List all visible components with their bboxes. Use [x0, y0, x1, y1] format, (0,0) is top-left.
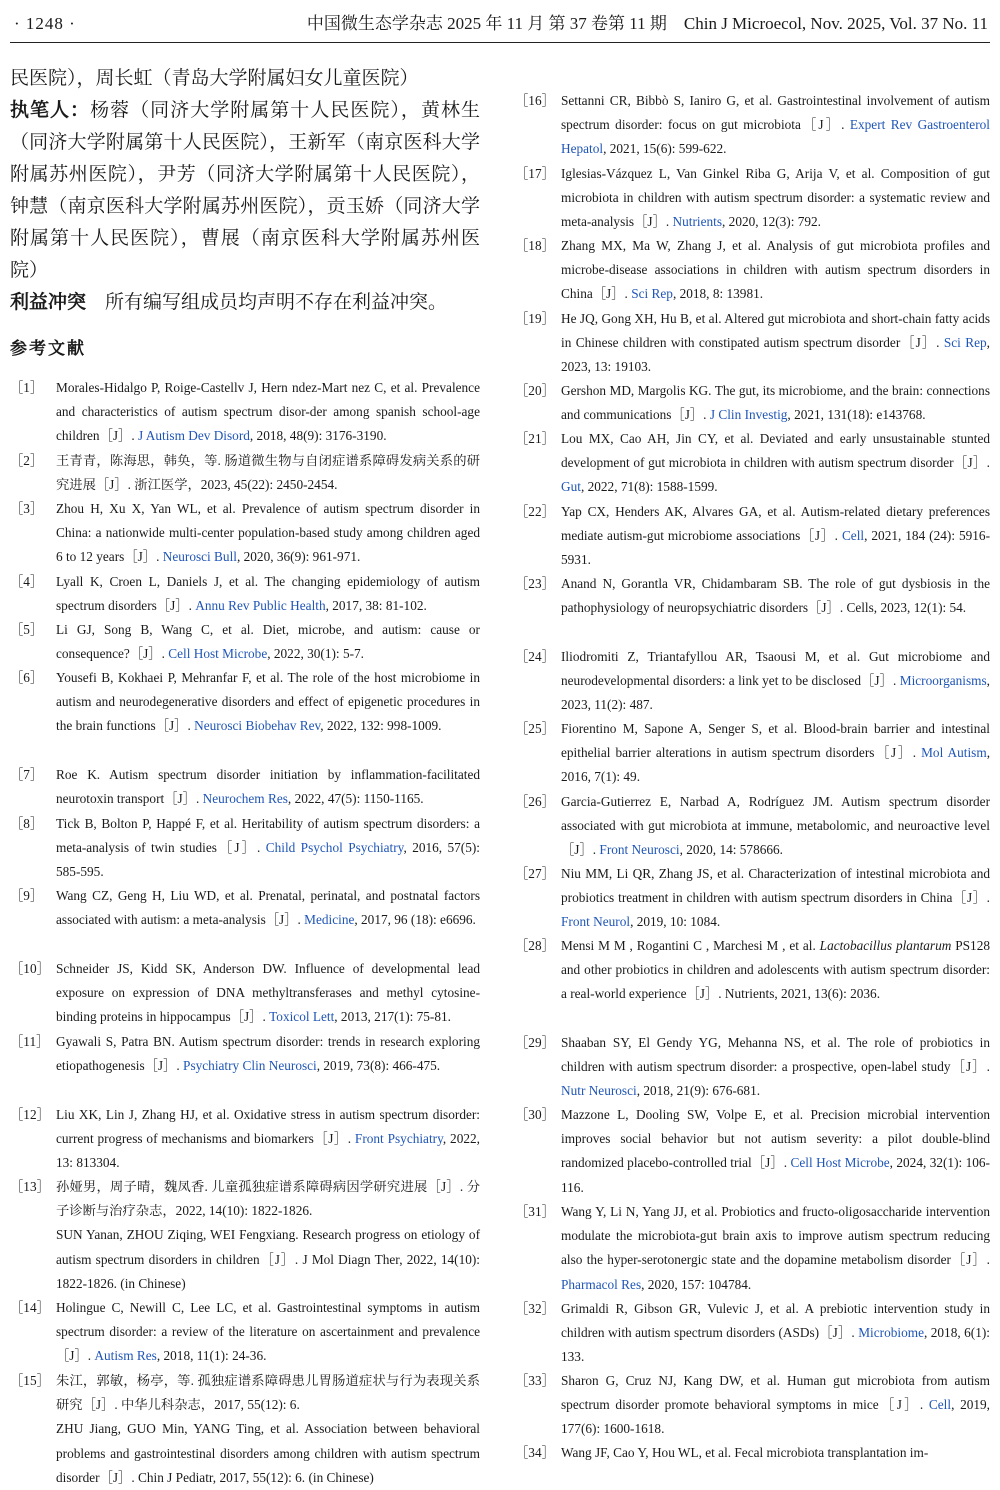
- journal-link[interactable]: Cell: [841, 528, 865, 544]
- reference-text: Li GJ, Song B, Wang C, et al. Diet, microbe, and autism: cause or consequence?［J］. Cell Host Microbe, 2022, 30(1): 5-7.: [56, 622, 480, 662]
- reference-text: Grimaldi R, Gibson GR, Vulevic J, et al. A prebiotic intervention study in children with autism spectrum disorders (ASDs)［J］. Microbiome, 2018, 6(1): 133.: [561, 1301, 990, 1365]
- conflict-of-interest: [10, 287, 480, 319]
- reference-number: ［22］: [515, 504, 555, 519]
- journal-link[interactable]: Cell Host Microbe: [790, 1155, 890, 1171]
- reference-text: Wang CZ, Geng H, Liu WD, et al. Prenatal, perinatal, and postnatal factors associated with autism: a meta-analysis［J］. Medicine, 2017, 96 (18): e6696.: [56, 888, 480, 928]
- journal-link[interactable]: Microbiome: [858, 1325, 924, 1341]
- reference-number: ［14］: [10, 1300, 50, 1315]
- journal-link[interactable]: Front Neurosci: [599, 842, 680, 858]
- reference-number: ［23］: [515, 576, 555, 591]
- reference-number: ［8］: [10, 816, 44, 831]
- reference-item: [515, 1369, 990, 1442]
- journal-link[interactable]: Child Psychol Psychiatry: [265, 840, 404, 856]
- reference-text: 孙娅男，周子晴，魏凤香. 儿童孤独症谱系障碍病因学研究进展［J］. 分子诊断与治疗杂志，2022, 14(10): 1822-1826. SUN Yanan, ZHOU Ziqing, WEI Fengxiang. Research progress on etiology of autism spectrum disorders in children［J］. J Mol Diagn Ther, 2022, 14(10): 1822-1826. (in Chinese): [56, 1175, 480, 1296]
- reference-item: [10, 570, 480, 618]
- reference-text: Schneider JS, Kidd SK, Anderson DW. Influence of developmental lead exposure on expression of DNA methyltransferases and methyl cytosine-binding proteins in hippocampus［J］. Toxicol Lett, 2013, 217(1): 75-81.: [56, 961, 480, 1025]
- journal-link[interactable]: Front Psychiatry: [354, 1131, 443, 1147]
- reference-text: 朱江，郭敏，杨亭，等. 孤独症谱系障碍患儿胃肠道症状与行为表现关系研究［J］. 中华儿科杂志，2017, 55(12): 6. ZHU Jiang, GUO Min, YANG Ting, et al. Association between behavioral problems and gastrointestinal disorders among children with autism spectrum disorder［J］. Chin J Pediatr, 2017, 55(12): 6. (in Chinese): [56, 1369, 480, 1490]
- journal-link[interactable]: Cell: [928, 1397, 952, 1413]
- reference-item: [10, 497, 480, 570]
- reference-number: ［24］: [515, 649, 555, 664]
- reference-number: ［7］: [10, 767, 44, 782]
- journal-link[interactable]: J Autism Dev Disord: [137, 428, 250, 444]
- reference-item: [515, 162, 990, 235]
- reference-item: [10, 812, 480, 885]
- references-heading: 参考文献: [10, 339, 86, 358]
- reference-text: Morales-Hidalgo P, Roige-Castellv J, Hern ndez-Mart nez C, et al. Prevalence and characteristics of autism spectrum disor-der among spanish school-age children［J］. J Autism Dev Disord, 2018, 48(9): 3176-3190.: [56, 380, 480, 444]
- reference-text: Yousefi B, Kokhaei P, Mehranfar F, et al. The role of the host microbiome in autism and neurodegenerative disorders and effect of epigenetic procedures in the brain functions［J］. Neurosci Biobehav Rev, 2022, 132: 998-1009.: [56, 670, 480, 734]
- reference-text: Mazzone L, Dooling SW, Volpe E, et al. Precision microbial intervention improves social behavior but not autism severity: a pilot double-blind randomized placebo-controlled trial［J］. Cell Host Microbe, 2024, 32(1): 106-116.: [561, 1107, 990, 1195]
- reference-number: ［6］: [10, 670, 44, 685]
- reference-number: ［26］: [515, 794, 555, 809]
- reference-item: [515, 572, 990, 620]
- reference-text: Holingue C, Newill C, Lee LC, et al. Gastrointestinal symptoms in autism spectrum disorder: a review of the literature on ascertainment and prevalence［J］. Autism Res, 2018, 11(1): 24-36.: [56, 1300, 480, 1364]
- journal-link[interactable]: Pharmacol Res: [561, 1276, 642, 1292]
- reference-item: [515, 89, 990, 162]
- journal-link[interactable]: Gut: [561, 479, 581, 495]
- page-number: · 1248 ·: [14, 14, 76, 33]
- reference-item: [515, 1031, 990, 1104]
- reference-item: [515, 862, 990, 935]
- header-rule: [10, 42, 990, 43]
- reference-item: [10, 763, 480, 811]
- reference-number: ［5］: [10, 622, 44, 637]
- reference-number: ［16］: [515, 93, 555, 108]
- reference-item: [515, 1200, 990, 1297]
- writers-text: 杨蓉（同济大学附属第十人民医院），黄林生（同济大学附属第十人民医院），王新军（南京医科大学附属苏州医院），尹芳（同济大学附属第十人民医院），钟慧（南京医科大学附属苏州医院），贡玉娇（同济大学附属第十人民医院），曹展（南京医科大学附属苏州医院）: [10, 100, 480, 281]
- journal-link[interactable]: Annu Rev Public Health: [195, 598, 326, 614]
- reference-number: ［4］: [10, 574, 44, 589]
- journal-link[interactable]: Front Neurol: [561, 914, 631, 930]
- reference-number: ［15］: [10, 1373, 50, 1388]
- reference-item: [10, 1175, 480, 1296]
- reference-text: Wang JF, Cao Y, Hou WL, et al. Fecal microbiota transplantation im-: [561, 1445, 929, 1460]
- reference-number: ［10］: [10, 961, 50, 976]
- reference-item: [10, 1369, 480, 1490]
- reference-text: Zhou H, Xu X, Yan WL, et al. Prevalence of autism spectrum disorder in China: a nationwide multi-center population-based study among children aged 6 to 12 years［J］. Neurosci Bull, 2020, 36(9): 961-971.: [56, 501, 480, 565]
- reference-english-translation: SUN Yanan, ZHOU Ziqing, WEI Fengxiang. Research progress on etiology of autism spectrum disorders in children［J］. J Mol Diagn Ther, 2022, 14(10): 1822-1826. (in Chinese): [56, 1227, 480, 1291]
- reference-text: Fiorentino M, Sapone A, Senger S, et al. Blood-brain barrier and intestinal epithelial barrier alterations in autism spectrum disorders［J］. Mol Autism, 2016, 7(1): 49.: [561, 721, 991, 785]
- reference-english-translation: ZHU Jiang, GUO Min, YANG Ting, et al. Association between behavioral problems and gastrointestinal disorders among children with autism spectrum disorder［J］. Chin J Pediatr, 2017, 55(12): 6. (in Chinese): [56, 1421, 480, 1485]
- reference-number: ［32］: [515, 1301, 555, 1316]
- reference-text: Liu XK, Lin J, Zhang HJ, et al. Oxidative stress in autism spectrum disorder: current progress of mechanisms and biomarkers［J］. Front Psychiatry, 2022, 13: 813304.: [56, 1107, 480, 1171]
- coi-text: 所有编写组成员均声明不存在利益冲突。: [105, 292, 448, 313]
- journal-link[interactable]: Sci Rep: [943, 335, 987, 351]
- reference-text: Iliodromiti Z, Triantafyllou AR, Tsaousi M, et al. Gut microbiome and neurodevelopmental disorders: a link yet to be disclosed［J］. Microorganisms, 2023, 11(2): 487.: [561, 649, 990, 713]
- reference-number: ［21］: [515, 431, 555, 446]
- journal-link[interactable]: Autism Res: [94, 1348, 157, 1364]
- affiliation-continuation: 民医院），周长虹（青岛大学附属妇女儿童医院）: [10, 68, 419, 89]
- journal-link[interactable]: Cell Host Microbe: [168, 646, 268, 662]
- reference-item: [515, 234, 990, 307]
- journal-link[interactable]: Sci Rep: [631, 286, 673, 302]
- reference-text: Lou MX, Cao AH, Jin CY, et al. Deviated and early unsustainable stunted development of gut microbiota in children with autism spectrum disorder［J］. Gut, 2022, 71(8): 1588-1599.: [561, 431, 990, 495]
- reference-text: Niu MM, Li QR, Zhang JS, et al. Characterization of intestinal microbiota and probiotics treatment in children with autism spectrum disorders in China［J］. Front Neurol, 2019, 10: 1084.: [561, 866, 990, 930]
- journal-link[interactable]: Expert Rev Gastroenterol Hepatol: [561, 117, 990, 157]
- reference-text: Mensi M M , Rogantini C , Marchesi M , et al. Lactobacillus plantarum PS128 and other probiotics in children and adolescents with autism spectrum disorder: a real-world experience［J］. Nutrients, 2021, 13(6): 2036.: [561, 938, 991, 1002]
- reference-text: Iglesias-Vázquez L, Van Ginkel Riba G, Arija V, et al. Composition of gut microbiota in children with autism spectrum disorder: a systematic review and meta-analysis［J］. Nutrients, 2020, 12(3): 792.: [561, 166, 990, 230]
- reference-item: [515, 307, 990, 380]
- reference-item: [515, 717, 990, 790]
- reference-text: Gershon MD, Margolis KG. The gut, its microbiome, and the brain: connections and communications［J］. J Clin Investig, 2021, 131(18): e143768.: [561, 383, 990, 423]
- journal-link[interactable]: Mol Autism: [921, 745, 987, 761]
- reference-number: ［27］: [515, 866, 555, 881]
- reference-number: ［3］: [10, 501, 44, 516]
- coi-label: 利益冲突: [10, 292, 87, 313]
- journal-link[interactable]: J Clin Investig: [709, 407, 788, 423]
- journal-link[interactable]: Medicine: [304, 912, 355, 928]
- reference-item: [515, 379, 990, 427]
- journal-link[interactable]: Nutr Neurosci: [561, 1083, 637, 1099]
- reference-text: Zhang MX, Ma W, Zhang J, et al. Analysis of gut microbiota profiles and microbe-disease associations in children with autism spectrum disorders in China［J］. Sci Rep, 2018, 8: 13981.: [561, 238, 990, 302]
- reference-item: [515, 1297, 990, 1370]
- reference-item: [10, 618, 480, 666]
- reference-text: Anand N, Gorantla VR, Chidambaram SB. The role of gut dysbiosis in the pathophysiology of neuropsychiatric disorders［J］. Cells, 2023, 12(1): 54.: [561, 576, 990, 616]
- reference-number: ［19］: [515, 311, 555, 326]
- reference-number: ［30］: [515, 1107, 555, 1122]
- reference-item: [515, 790, 990, 863]
- reference-text: Wang Y, Li N, Yang JJ, et al. Probiotics and fructo-oligosaccharide intervention modulate the microbiota-gut brain axis to improve autism spectrum reducing also the hyper-serotonergic state and the dopamine metabolism disorder［J］. Pharmacol Res, 2020, 157: 104784.: [561, 1204, 990, 1292]
- reference-number: ［9］: [10, 888, 44, 903]
- reference-text: Tick B, Bolton P, Happé F, et al. Heritability of autism spectrum disorders: a meta-analysis of twin studies［J］. Child Psychol Psychiatry, 2016, 57(5): 585-595.: [56, 816, 480, 880]
- reference-item: [515, 427, 990, 500]
- reference-item: [515, 500, 990, 573]
- reference-text: 王青青，陈海思，韩奂，等. 肠道微生物与自闭症谱系障碍发病关系的研究进展［J］. 浙江医学，2023, 45(22): 2450-2454.: [56, 453, 480, 493]
- reference-number: ［20］: [515, 383, 555, 398]
- journal-link[interactable]: Psychiatry Clin Neurosci: [183, 1058, 317, 1074]
- reference-text: Roe K. Autism spectrum disorder initiation by inflammation-facilitated neurotoxin transport［J］. Neurochem Res, 2022, 47(5): 1150-1165.: [56, 767, 480, 807]
- reference-item: [515, 1441, 990, 1465]
- author-block: [10, 63, 480, 319]
- reference-text: Sharon G, Cruz NJ, Kang DW, et al. Human gut microbiota from autism spectrum disorder promote behavioral symptoms in mice［J］. Cell, 2019, 177(6): 1600-1618.: [561, 1373, 990, 1437]
- reference-item: [515, 934, 990, 1007]
- reference-item: [10, 1103, 480, 1176]
- reference-text: Gyawali S, Patra BN. Autism spectrum disorder: trends in research exploring etiopathogenesis［J］. Psychiatry Clin Neurosci, 2019, 73(8): 466-475.: [56, 1034, 480, 1074]
- reference-number: ［1］: [10, 380, 44, 395]
- reference-item: [10, 1030, 480, 1078]
- species-name: Lactobacillus plantarum: [819, 938, 952, 953]
- journal-link[interactable]: Nutrients: [672, 214, 723, 230]
- reference-number: ［2］: [10, 453, 44, 468]
- journal-citation-line: 中国微生态学杂志 2025 年 11 月 第 37 卷第 11 期 Chin J Microecol, Nov. 2025, Vol. 37 No. 11: [306, 14, 988, 33]
- journal-link[interactable]: Neurochem Res: [202, 791, 288, 807]
- reference-number: ［33］: [515, 1373, 555, 1388]
- reference-item: [10, 376, 480, 449]
- reference-number: ［28］: [515, 938, 555, 953]
- reference-number: ［31］: [515, 1204, 555, 1219]
- reference-text: Lyall K, Croen L, Daniels J, et al. The changing epidemiology of autism spectrum disorders［J］. Annu Rev Public Health, 2017, 38: 81-102.: [56, 574, 480, 614]
- reference-item: [515, 1103, 990, 1200]
- writers-label: 执笔人：: [10, 100, 91, 121]
- reference-item: [10, 884, 480, 932]
- reference-text: Settanni CR, Bibbò S, Ianiro G, et al. Gastrointestinal involvement of autism spectrum disorder: focus on gut microbiota［J］. Expert Rev Gastroenterol Hepatol, 2021, 15(6): 599-622.: [561, 93, 990, 157]
- journal-link[interactable]: Microorganisms: [899, 673, 987, 689]
- reference-number: ［29］: [515, 1035, 555, 1050]
- reference-item: [10, 666, 480, 739]
- reference-number: ［12］: [10, 1107, 50, 1122]
- reference-number: ［34］: [515, 1445, 555, 1460]
- running-header: [14, 10, 988, 38]
- reference-item: [515, 645, 990, 718]
- reference-number: ［13］: [10, 1179, 50, 1194]
- writers-paragraph: [10, 95, 480, 287]
- reference-number: ［11］: [10, 1034, 50, 1049]
- journal-link[interactable]: Neurosci Biobehav Rev: [194, 718, 321, 734]
- reference-item: [10, 1296, 480, 1369]
- reference-item: [10, 449, 480, 497]
- reference-number: ［25］: [515, 721, 555, 736]
- reference-number: ［18］: [515, 238, 555, 253]
- reference-item: [10, 957, 480, 1030]
- reference-text: Yap CX, Henders AK, Alvares GA, et al. Autism-related dietary preferences mediate autism-gut microbiome associations［J］. Cell, 2021, 184 (24): 5916-5931.: [561, 504, 990, 568]
- reference-text: He JQ, Gong XH, Hu B, et al. Altered gut microbiota and short-chain fatty acids in Chinese children with constipated autism spectrum disorder［J］. Sci Rep, 2023, 13: 19103.: [561, 311, 990, 375]
- reference-text: Shaaban SY, El Gendy YG, Mehanna NS, et al. The role of probiotics in children with autism spectrum disorder: a prospective, open-label study［J］. Nutr Neurosci, 2018, 21(9): 676-681.: [561, 1035, 990, 1099]
- journal-link[interactable]: Toxicol Lett: [269, 1009, 335, 1025]
- reference-number: ［17］: [515, 166, 555, 181]
- reference-text: Garcia-Gutierrez E, Narbad A, Rodríguez JM. Autism spectrum disorder associated with gut microbiota at immune, metabolomic, and neuroactive level［J］. Front Neurosci, 2020, 14: 578666.: [561, 794, 990, 858]
- journal-link[interactable]: Neurosci Bull: [162, 549, 237, 565]
